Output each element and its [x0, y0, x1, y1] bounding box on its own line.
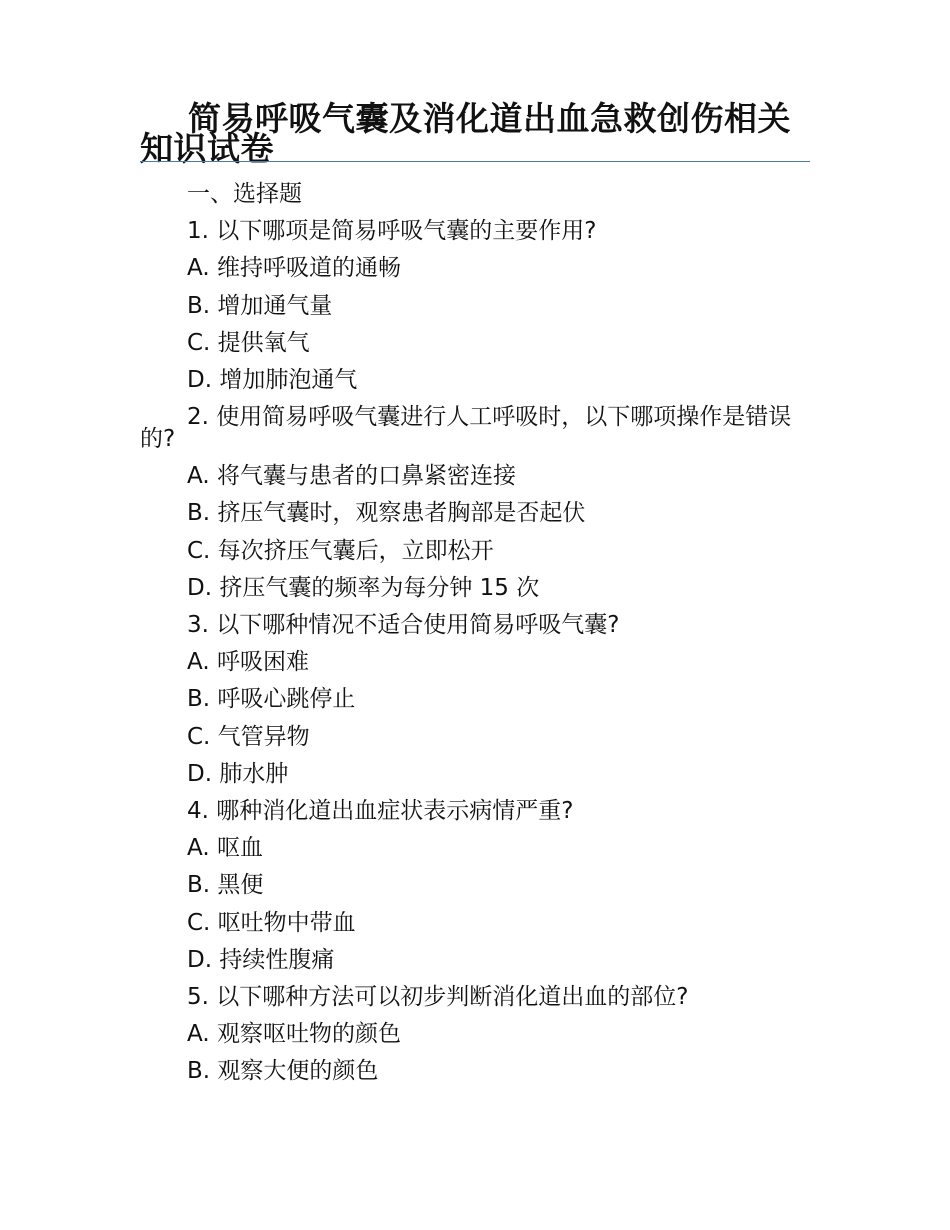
question-5-option-a: A. 观察呕吐物的颜色: [187, 1021, 401, 1048]
question-1-option-c: C. 提供氧气: [187, 329, 310, 356]
question-4: 4. 哪种消化道出血症状表示病情严重?: [187, 798, 574, 825]
question-2: 2. 使用简易呼吸气囊进行人工呼吸时，以下哪项操作是错误的?: [140, 404, 792, 453]
question-3-option-d: D. 肺水肿: [187, 760, 289, 787]
question-5: 5. 以下哪种方法可以初步判断消化道出血的部位?: [187, 984, 689, 1011]
title-underline: [140, 161, 810, 162]
question-5-option-b: B. 观察大便的颜色: [187, 1058, 379, 1085]
document-title: 简易呼吸气囊及消化道出血急救创伤相关知识试卷: [140, 99, 791, 168]
question-1-option-a: A. 维持呼吸道的通畅: [187, 255, 401, 282]
question-2-option-d: D. 挤压气囊的频率为每分钟 15 次: [187, 574, 540, 601]
question-3-option-c: C. 气管异物: [187, 723, 310, 750]
question-3-option-b: B. 呼吸心跳停止: [187, 686, 356, 713]
document-body: [140, 176, 810, 1091]
question-4-option-a: A. 呕血: [187, 835, 263, 862]
question-3-option-a: A. 呼吸困难: [187, 649, 309, 676]
question-4-option-c: C. 呕吐物中带血: [187, 909, 356, 936]
question-1-option-b: B. 增加通气量: [187, 292, 333, 319]
question-2-option-c: C. 每次挤压气囊后，立即松开: [187, 537, 494, 564]
question-2-option-a: A. 将气囊与患者的口鼻紧密连接: [187, 463, 516, 490]
question-3: 3. 以下哪种情况不适合使用简易呼吸气囊?: [187, 612, 620, 639]
question-4-option-b: B. 黑便: [187, 872, 264, 899]
question-2-option-b: B. 挤压气囊时，观察患者胸部是否起伏: [187, 500, 586, 527]
section-heading: 一、选择题: [187, 181, 302, 207]
question-4-option-d: D. 持续性腹痛: [187, 946, 335, 973]
question-1-option-d: D. 增加肺泡通气: [187, 367, 358, 394]
question-1: 1. 以下哪项是简易呼吸气囊的主要作用?: [187, 218, 597, 245]
